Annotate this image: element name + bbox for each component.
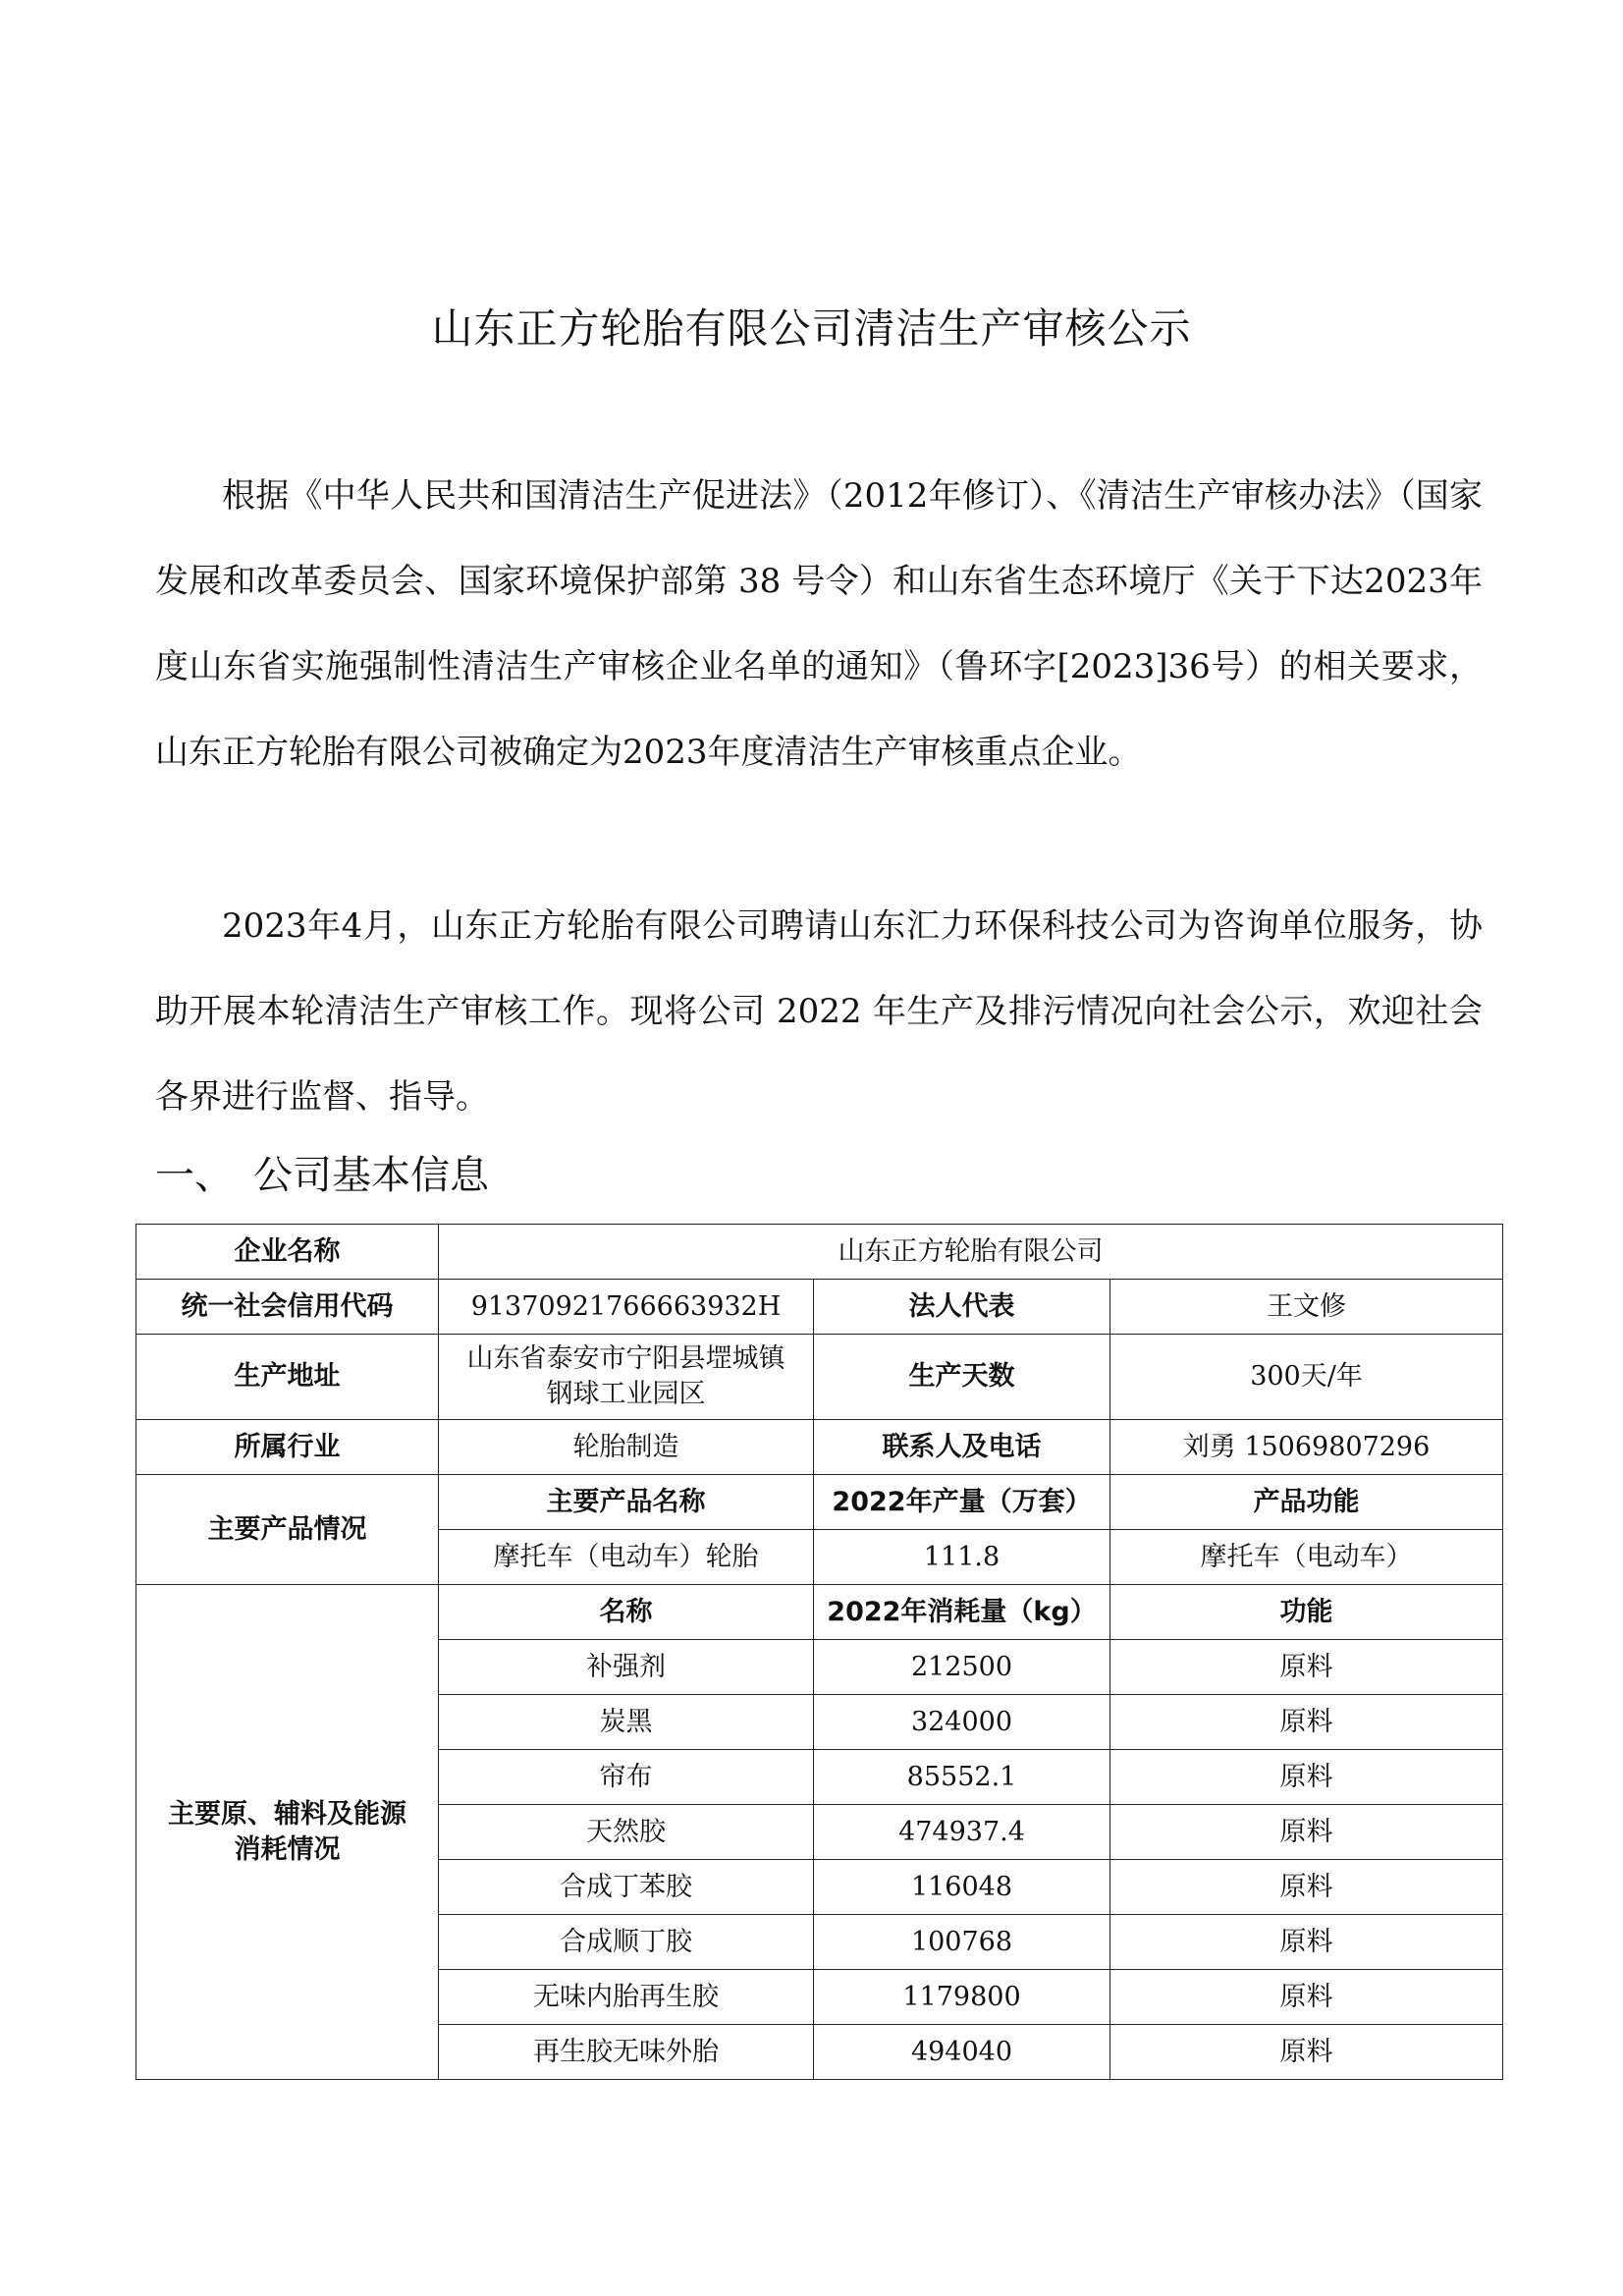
- address-line-2: 钢球工业园区: [546, 1379, 706, 1409]
- material-function: 原料: [1110, 1805, 1503, 1860]
- address-value: [439, 1335, 814, 1420]
- material-function: 原料: [1110, 1860, 1503, 1915]
- legal-rep-value: 王文修: [1110, 1280, 1503, 1335]
- material-consumption: 1179800: [814, 1970, 1110, 2025]
- page-title: 山东正方轮胎有限公司清洁生产审核公示: [431, 304, 1192, 353]
- products-label: 主要产品情况: [136, 1475, 439, 1585]
- materials-header-name: 名称: [439, 1585, 814, 1640]
- material-name: 无味内胎再生胶: [439, 1970, 814, 2025]
- material-function: 原料: [1110, 1915, 1503, 1970]
- table-row: [136, 1585, 1503, 1640]
- company-name-value: 山东正方轮胎有限公司: [439, 1225, 1503, 1280]
- credit-code-value: 91370921766663932H: [439, 1280, 814, 1335]
- address-label: 生产地址: [136, 1335, 439, 1420]
- material-consumption: 100768: [814, 1915, 1110, 1970]
- material-consumption: 494040: [814, 2025, 1110, 2080]
- industry-value: 轮胎制造: [439, 1420, 814, 1475]
- material-consumption: 212500: [814, 1640, 1110, 1695]
- materials-header-function: 功能: [1110, 1585, 1503, 1640]
- material-function: 原料: [1110, 1640, 1503, 1695]
- product-function: 摩托车（电动车）: [1110, 1530, 1503, 1585]
- production-days-value: 300天/年: [1110, 1335, 1503, 1420]
- credit-code-label: 统一社会信用代码: [136, 1280, 439, 1335]
- products-header-function: 产品功能: [1110, 1475, 1503, 1530]
- material-consumption: 116048: [814, 1860, 1110, 1915]
- material-name: 再生胶无味外胎: [439, 2025, 814, 2080]
- products-header-name: 主要产品名称: [439, 1475, 814, 1530]
- material-function: 原料: [1110, 1750, 1503, 1805]
- material-function: 原料: [1110, 1695, 1503, 1750]
- section-number: 一、: [155, 1153, 234, 1198]
- materials-label: [136, 1585, 439, 2080]
- materials-label-line-1: 主要原、辅料及能源: [168, 1798, 406, 1830]
- product-output: 111.8: [814, 1530, 1110, 1585]
- table-row: [136, 1420, 1503, 1475]
- material-name: 合成丁苯胶: [439, 1860, 814, 1915]
- material-consumption: 474937.4: [814, 1805, 1110, 1860]
- company-name-label: 企业名称: [136, 1225, 439, 1280]
- material-name: 补强剂: [439, 1640, 814, 1695]
- announcement-paragraph: 2023年4月，山东正方轮胎有限公司聘请山东汇力环保科技公司为咨询单位服务，协助开展本轮清洁生产审核工作。现将公司 2022 年生产及排污情况向社会公示，欢迎社会各界进行监督、指导。: [155, 906, 1483, 1117]
- contact-value: 刘勇 15069807296: [1110, 1420, 1503, 1475]
- materials-header-consumption: 2022年消耗量（kg）: [814, 1585, 1110, 1640]
- material-name: 天然胶: [439, 1805, 814, 1860]
- material-consumption: 324000: [814, 1695, 1110, 1750]
- contact-label: 联系人及电话: [814, 1420, 1110, 1475]
- material-function: 原料: [1110, 2025, 1503, 2080]
- material-consumption: 85552.1: [814, 1750, 1110, 1805]
- table-row: [136, 1335, 1503, 1420]
- materials-label-line-2: 消耗情况: [234, 1833, 341, 1865]
- section-heading: [155, 1144, 489, 1200]
- production-days-label: 生产天数: [814, 1335, 1110, 1420]
- legal-rep-label: 法人代表: [814, 1280, 1110, 1335]
- material-name: 合成顺丁胶: [439, 1915, 814, 1970]
- table-row: [136, 1280, 1503, 1335]
- table-row: [136, 1225, 1503, 1280]
- material-name: 帘布: [439, 1750, 814, 1805]
- material-function: 原料: [1110, 1970, 1503, 2025]
- intro-paragraph: 根据《中华人民共和国清洁生产促进法》（2012年修订）、《清洁生产审核办法》（国家发展和改革委员会、国家环境保护部第 38 号令）和山东省生态环境厅《关于下达2023年度山东省实施强制性清洁生产审核企业名单的通知》（鲁环字[2023]36号）的相关要求，山东正方轮胎有限公司被确定为2023年度清洁生产审核重点企业。: [155, 476, 1483, 772]
- material-name: 炭黑: [439, 1695, 814, 1750]
- section-title: 公司基本信息: [253, 1153, 489, 1198]
- industry-label: 所属行业: [136, 1420, 439, 1475]
- company-info-table: [135, 1224, 1503, 2080]
- table-row: [136, 1475, 1503, 1530]
- products-header-output: 2022年产量（万套）: [814, 1475, 1110, 1530]
- address-line-1: 山东省泰安市宁阳县堽城镇: [466, 1343, 785, 1374]
- product-name: 摩托车（电动车）轮胎: [439, 1530, 814, 1585]
